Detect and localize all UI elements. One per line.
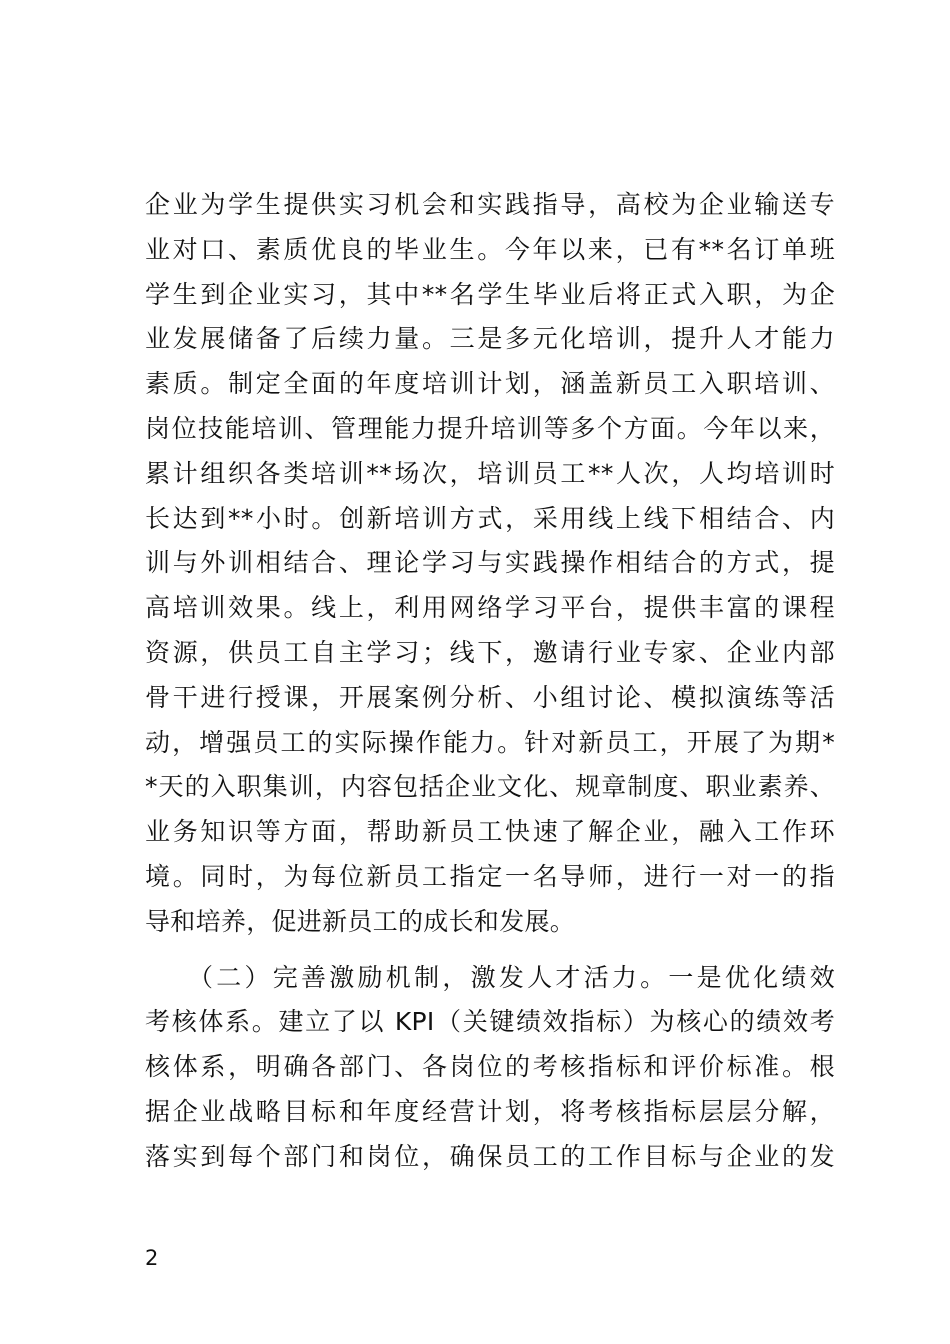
page-number: 2 [145,1246,159,1270]
text-line: 业发展储备了后续力量。三是多元化培训，提升人才能力 [145,324,835,354]
paragraph [145,183,835,945]
body-text [145,183,835,1180]
text-line: 岗位技能培训、管理能力提升培训等多个方面。今年以来， [145,413,835,443]
text-line: 业对口、素质优良的毕业生。今年以来，已有**名订单班 [145,234,835,264]
text-line: 长达到**小时。创新培训方式，采用线上线下相结合、内 [145,503,835,533]
text-line: 核体系，明确各部门、各岗位的考核指标和评价标准。根 [145,1052,835,1082]
text-line: 高培训效果。线上，利用网络学习平台，提供丰富的课程 [145,593,835,623]
text-line: 落实到每个部门和岗位，确保员工的工作目标与企业的发 [145,1141,835,1171]
text-line: 学生到企业实习，其中**名学生毕业后将正式入职，为企 [145,279,835,309]
text-line: 训与外训相结合、理论学习与实践操作相结合的方式，提 [145,548,835,578]
text-line: *天的入职集训，内容包括企业文化、规章制度、职业素养、 [145,772,835,802]
text-line: 企业为学生提供实习机会和实践指导，高校为企业输送专 [145,190,835,219]
text-line: 考核体系。建立了以 KPI（关键绩效指标）为核心的绩效考 [145,1007,835,1037]
text-line: （二）完善激励机制，激发人才活力。一是优化绩效 [188,962,835,992]
text-line: 动，增强员工的实际操作能力。针对新员工，开展了为期* [145,727,835,757]
text-line: 资源，供员工自主学习；线下，邀请行业专家、企业内部 [145,637,835,667]
text-line: 导和培养，促进新员工的成长和发展。 [145,906,576,936]
text-line: 境。同时，为每位新员工指定一名导师，进行一对一的指 [145,861,835,891]
text-line: 据企业战略目标和年度经营计划，将考核指标层层分解， [145,1096,835,1126]
text-line: 素质。制定全面的年度培训计划，涵盖新员工入职培训、 [145,369,835,399]
text-line: 骨干进行授课，开展案例分析、小组讨论、模拟演练等活 [145,682,835,712]
text-line: 业务知识等方面，帮助新员工快速了解企业，融入工作环 [145,817,835,847]
text-line: 累计组织各类培训**场次，培训员工**人次，人均培训时 [145,458,835,488]
paragraph [145,956,835,1180]
